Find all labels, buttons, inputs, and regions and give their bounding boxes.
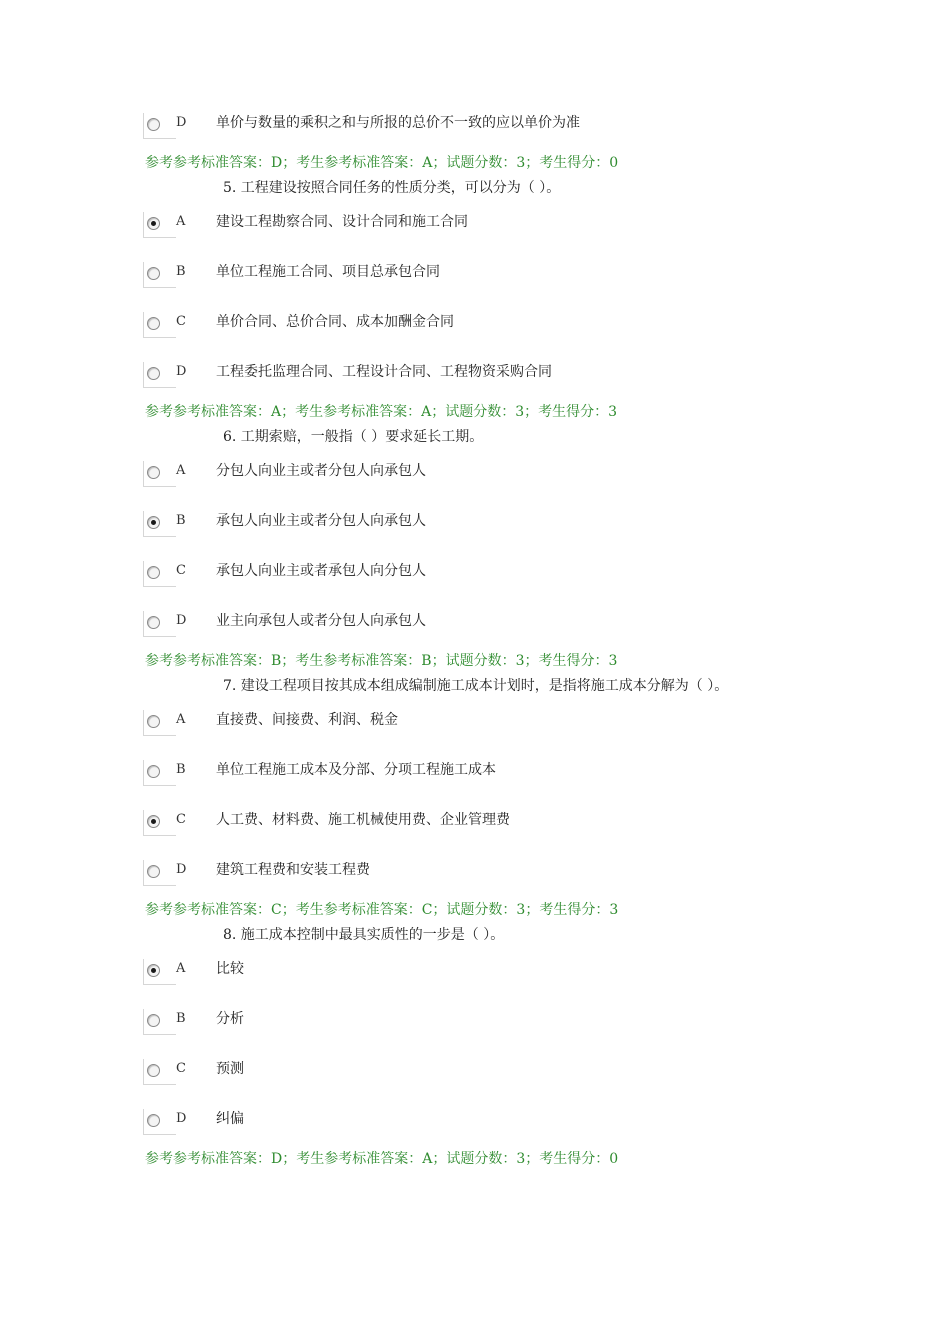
answer-summary: 参考参考标准答案：A；考生参考标准答案：A；试题分数：3；考生得分：3 xyxy=(145,404,618,420)
radio-cell xyxy=(143,1059,176,1085)
radio-cell xyxy=(143,760,176,786)
radio-button-checked[interactable] xyxy=(147,815,160,828)
radio-button-unchecked[interactable] xyxy=(147,118,160,131)
option-row[interactable] xyxy=(143,113,843,139)
radio-cell xyxy=(143,113,176,139)
option-row[interactable] xyxy=(143,312,843,338)
option-letter: C xyxy=(176,314,186,329)
option-text: 分包人向业主或者分包人向承包人 xyxy=(216,463,426,479)
option-letter: D xyxy=(176,364,187,379)
option-text: 承包人向业主或者承包人向分包人 xyxy=(216,563,426,579)
radio-button-unchecked[interactable] xyxy=(147,765,160,778)
answer-summary: 参考参考标准答案：B；考生参考标准答案：B；试题分数：3；考生得分：3 xyxy=(145,653,618,669)
option-text: 直接费、间接费、利润、税金 xyxy=(216,712,398,728)
question-text: 8. 施工成本控制中最具实质性的一步是（ ）。 xyxy=(223,927,505,943)
radio-cell xyxy=(143,511,176,537)
radio-cell xyxy=(143,710,176,736)
option-letter: D xyxy=(176,862,187,877)
option-letter: D xyxy=(176,115,187,130)
radio-dot-icon xyxy=(151,221,156,226)
answer-summary: 参考参考标准答案：C；考生参考标准答案：C；试题分数：3；考生得分：3 xyxy=(145,902,619,918)
option-row[interactable] xyxy=(143,362,843,388)
option-row[interactable] xyxy=(143,561,843,587)
option-letter: A xyxy=(176,214,186,229)
radio-button-unchecked[interactable] xyxy=(147,1014,160,1027)
radio-cell xyxy=(143,959,176,985)
radio-button-unchecked[interactable] xyxy=(147,466,160,479)
radio-cell xyxy=(143,611,176,637)
option-row[interactable] xyxy=(143,959,843,985)
radio-dot-icon xyxy=(151,520,156,525)
radio-cell xyxy=(143,362,176,388)
option-text: 人工费、材料费、施工机械使用费、企业管理费 xyxy=(216,812,510,828)
option-text: 预测 xyxy=(216,1061,244,1077)
option-row[interactable] xyxy=(143,511,843,537)
question-text: 7. 建设工程项目按其成本组成编制施工成本计划时，是指将施工成本分解为（ ）。 xyxy=(223,678,729,694)
option-letter: D xyxy=(176,1111,187,1126)
option-row[interactable] xyxy=(143,262,843,288)
radio-button-unchecked[interactable] xyxy=(147,317,160,330)
option-row[interactable] xyxy=(143,461,843,487)
radio-cell xyxy=(143,860,176,886)
option-letter: B xyxy=(176,264,186,279)
option-text: 单位工程施工成本及分部、分项工程施工成本 xyxy=(216,762,496,778)
radio-button-unchecked[interactable] xyxy=(147,566,160,579)
option-text: 单价合同、总价合同、成本加酬金合同 xyxy=(216,314,454,330)
radio-button-checked[interactable] xyxy=(147,964,160,977)
option-letter: C xyxy=(176,1061,186,1076)
option-row[interactable] xyxy=(143,760,843,786)
radio-dot-icon xyxy=(151,968,156,973)
option-letter: C xyxy=(176,812,186,827)
answer-summary: 参考参考标准答案：D；考生参考标准答案：A；试题分数：3；考生得分：0 xyxy=(145,1151,619,1167)
option-text: 业主向承包人或者分包人向承包人 xyxy=(216,613,426,629)
option-text: 纠偏 xyxy=(216,1111,244,1127)
option-letter: A xyxy=(176,961,186,976)
radio-cell xyxy=(143,212,176,238)
radio-cell xyxy=(143,561,176,587)
radio-button-unchecked[interactable] xyxy=(147,1114,160,1127)
radio-cell xyxy=(143,262,176,288)
option-letter: C xyxy=(176,563,186,578)
option-letter: A xyxy=(176,463,186,478)
question-text: 5. 工程建设按照合同任务的性质分类，可以分为（ ）。 xyxy=(223,180,561,196)
option-text: 单价与数量的乘积之和与所报的总价不一致的应以单价为准 xyxy=(216,115,580,131)
radio-dot-icon xyxy=(151,819,156,824)
option-row[interactable] xyxy=(143,1009,843,1035)
radio-button-unchecked[interactable] xyxy=(147,616,160,629)
radio-button-unchecked[interactable] xyxy=(147,715,160,728)
option-letter: B xyxy=(176,762,186,777)
option-text: 承包人向业主或者分包人向承包人 xyxy=(216,513,426,529)
option-row[interactable] xyxy=(143,1059,843,1085)
option-text: 建设工程勘察合同、设计合同和施工合同 xyxy=(216,214,468,230)
option-text: 建筑工程费和安装工程费 xyxy=(216,862,370,878)
option-text: 比较 xyxy=(216,961,244,977)
option-row[interactable] xyxy=(143,212,843,238)
option-row[interactable] xyxy=(143,860,843,886)
radio-button-unchecked[interactable] xyxy=(147,865,160,878)
option-row[interactable] xyxy=(143,1109,843,1135)
radio-cell xyxy=(143,461,176,487)
radio-cell xyxy=(143,810,176,836)
radio-cell xyxy=(143,1009,176,1035)
option-letter: A xyxy=(176,712,186,727)
radio-cell xyxy=(143,312,176,338)
option-letter: D xyxy=(176,613,187,628)
option-text: 单位工程施工合同、项目总承包合同 xyxy=(216,264,440,280)
answer-summary: 参考参考标准答案：D；考生参考标准答案：A；试题分数：3；考生得分：0 xyxy=(145,155,619,171)
radio-button-unchecked[interactable] xyxy=(147,367,160,380)
question-text: 6. 工期索赔，一般指（ ）要求延长工期。 xyxy=(223,429,484,445)
option-text: 分析 xyxy=(216,1011,244,1027)
radio-cell xyxy=(143,1109,176,1135)
option-row[interactable] xyxy=(143,710,843,736)
option-row[interactable] xyxy=(143,810,843,836)
radio-button-unchecked[interactable] xyxy=(147,1064,160,1077)
radio-button-checked[interactable] xyxy=(147,516,160,529)
option-text: 工程委托监理合同、工程设计合同、工程物资采购合同 xyxy=(216,364,552,380)
option-letter: B xyxy=(176,513,186,528)
option-row[interactable] xyxy=(143,611,843,637)
option-letter: B xyxy=(176,1011,186,1026)
radio-button-unchecked[interactable] xyxy=(147,267,160,280)
radio-button-checked[interactable] xyxy=(147,217,160,230)
